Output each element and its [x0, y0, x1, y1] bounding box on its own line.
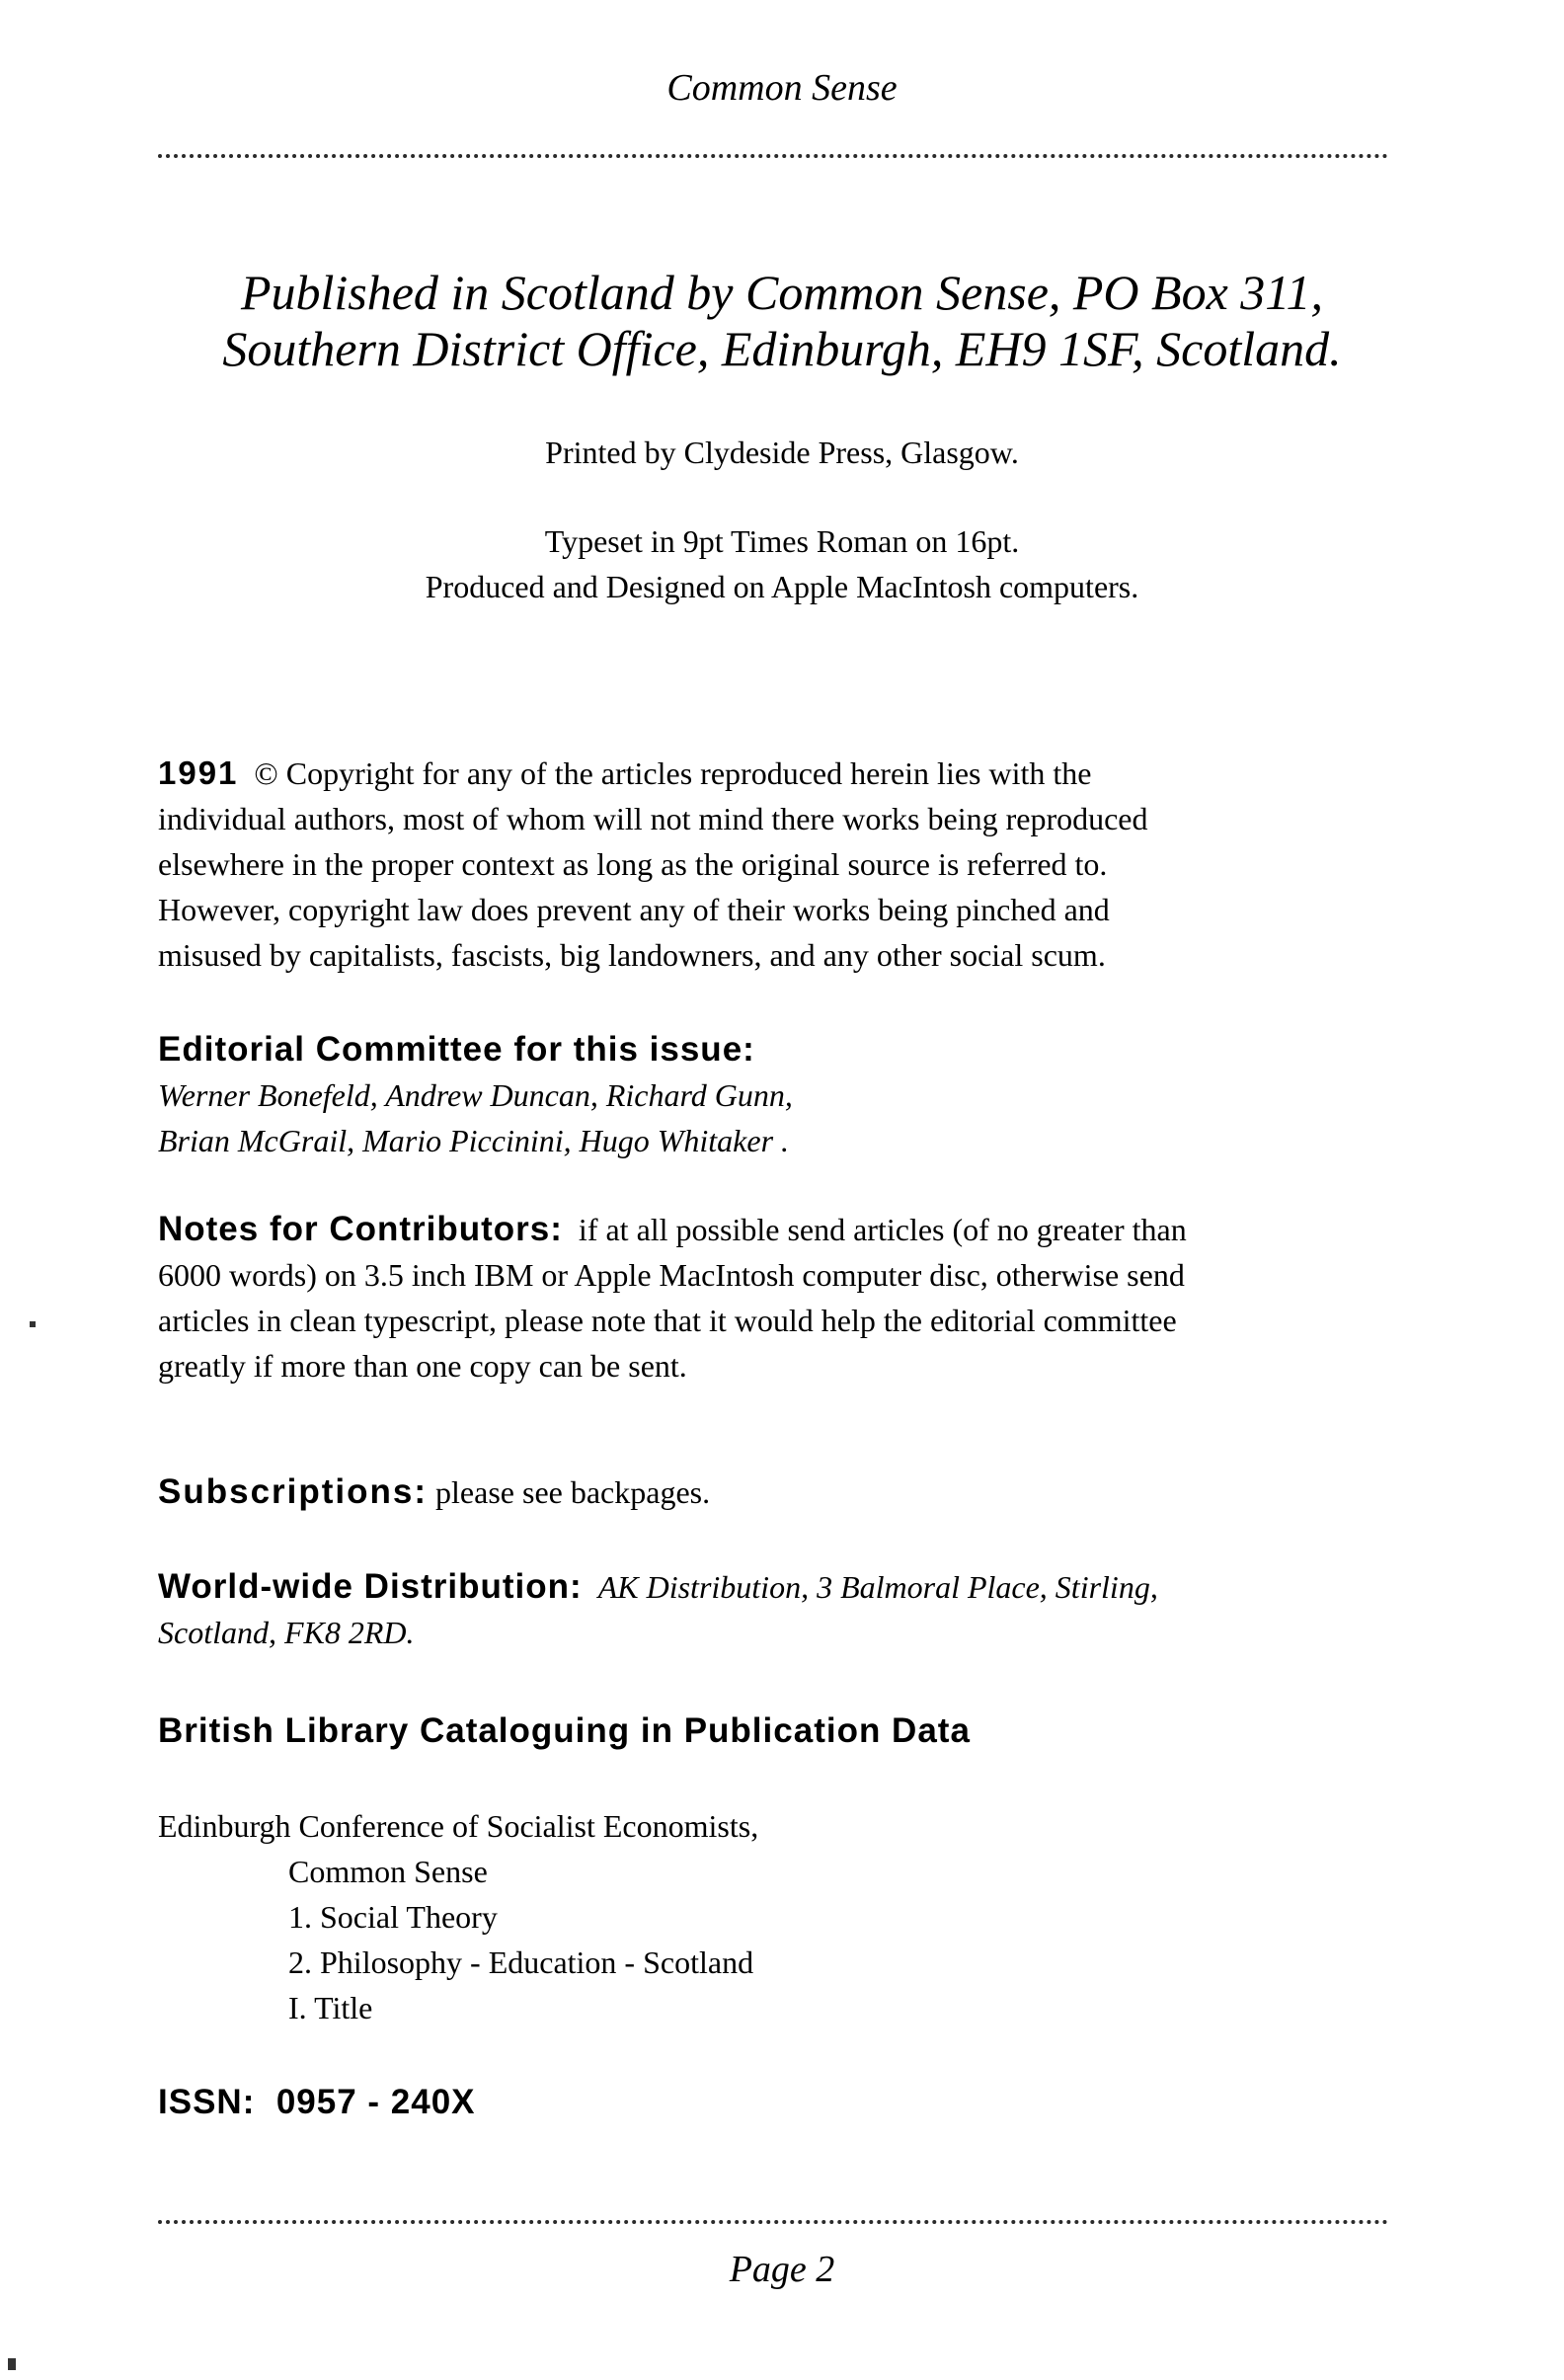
scan-mark — [8, 2358, 16, 2370]
contributors-section — [158, 1207, 1353, 1388]
contributors-heading: Notes for Contributors: — [158, 1210, 563, 1248]
issn-section — [158, 2080, 1353, 2125]
page-number: Page 2 — [729, 2249, 835, 2290]
subscriptions-section — [158, 1469, 1353, 1515]
cataloguing-entry: Common Sense — [288, 1854, 488, 1889]
copyright-line-1: © Copyright for any of the articles reproduced herein lies with the — [254, 755, 1092, 791]
copyright-line-4: However, copyright law does prevent any of their works being pinched and — [158, 892, 1110, 927]
printed-by: Printed by Clydeside Press, Glasgow. — [545, 435, 1019, 470]
cataloguing-entry: 1. Social Theory — [288, 1899, 498, 1935]
contributors-line-2: 6000 words) on 3.5 inch IBM or Apple MacIntosh computer disc, otherwise send — [158, 1257, 1185, 1293]
editorial-line-2: Brian McGrail, Mario Piccinini, Hugo Whitaker . — [158, 1123, 790, 1158]
typeset-info: Typeset in 9pt Times Roman on 16pt. — [544, 523, 1020, 559]
copyright-paragraph — [158, 751, 1353, 978]
publisher-line-2: Southern District Office, Edinburgh, EH9 1SF, Scotland. — [222, 321, 1342, 376]
copyright-line-2: individual authors, most of whom will not mind there works being reproduced — [158, 801, 1148, 836]
distribution-heading: World-wide Distribution: — [158, 1567, 583, 1606]
top-dotted-rule — [158, 154, 1388, 158]
cataloguing-entry: I. Title — [288, 1990, 373, 2025]
cataloguing-entry: 2. Philosophy - Education - Scotland — [288, 1944, 754, 1980]
cataloguing-heading: British Library Cataloguing in Publication Data — [158, 1711, 971, 1750]
copyright-line-5: misused by capitalists, fascists, big landowners, and any other social scum. — [158, 937, 1106, 973]
cataloguing-data — [158, 1803, 1353, 2030]
produced-info: Produced and Designed on Apple MacIntosh computers. — [425, 569, 1139, 604]
distribution-line-1: AK Distribution, 3 Balmoral Place, Stirling, — [597, 1569, 1158, 1605]
contributors-line-1: if at all possible send articles (of no greater than — [578, 1212, 1187, 1247]
distribution-line-2: Scotland, FK8 2RD. — [158, 1615, 415, 1650]
contributors-line-4: greatly if more than one copy can be sent. — [158, 1348, 687, 1384]
copyright-year: 1991 — [158, 754, 239, 791]
editorial-line-1: Werner Bonefeld, Andrew Duncan, Richard Gunn, — [158, 1077, 793, 1113]
publisher-block — [0, 265, 1564, 377]
running-title: Common Sense — [666, 67, 898, 109]
cataloguing-heading-wrap — [158, 1708, 1353, 1754]
scan-mark — [30, 1321, 36, 1327]
issn-label: ISSN: — [158, 2083, 256, 2121]
subscriptions-text: please see backpages. — [435, 1474, 711, 1510]
cataloguing-author: Edinburgh Conference of Socialist Economists, — [158, 1808, 759, 1844]
bottom-dotted-rule — [158, 2220, 1388, 2224]
editorial-heading: Editorial Committee for this issue: — [158, 1030, 755, 1069]
editorial-section — [158, 1027, 1353, 1163]
subscriptions-heading: Subscriptions: — [158, 1472, 429, 1511]
copyright-line-3: elsewhere in the proper context as long as the original source is referred to. — [158, 846, 1108, 882]
distribution-section — [158, 1564, 1353, 1655]
publisher-line-1: Published in Scotland by Common Sense, PO Box 311, — [240, 265, 1324, 320]
issn-value: 0957 - 240X — [275, 2083, 476, 2121]
contributors-line-3: articles in clean typescript, please note that it would help the editorial committee — [158, 1303, 1177, 1338]
